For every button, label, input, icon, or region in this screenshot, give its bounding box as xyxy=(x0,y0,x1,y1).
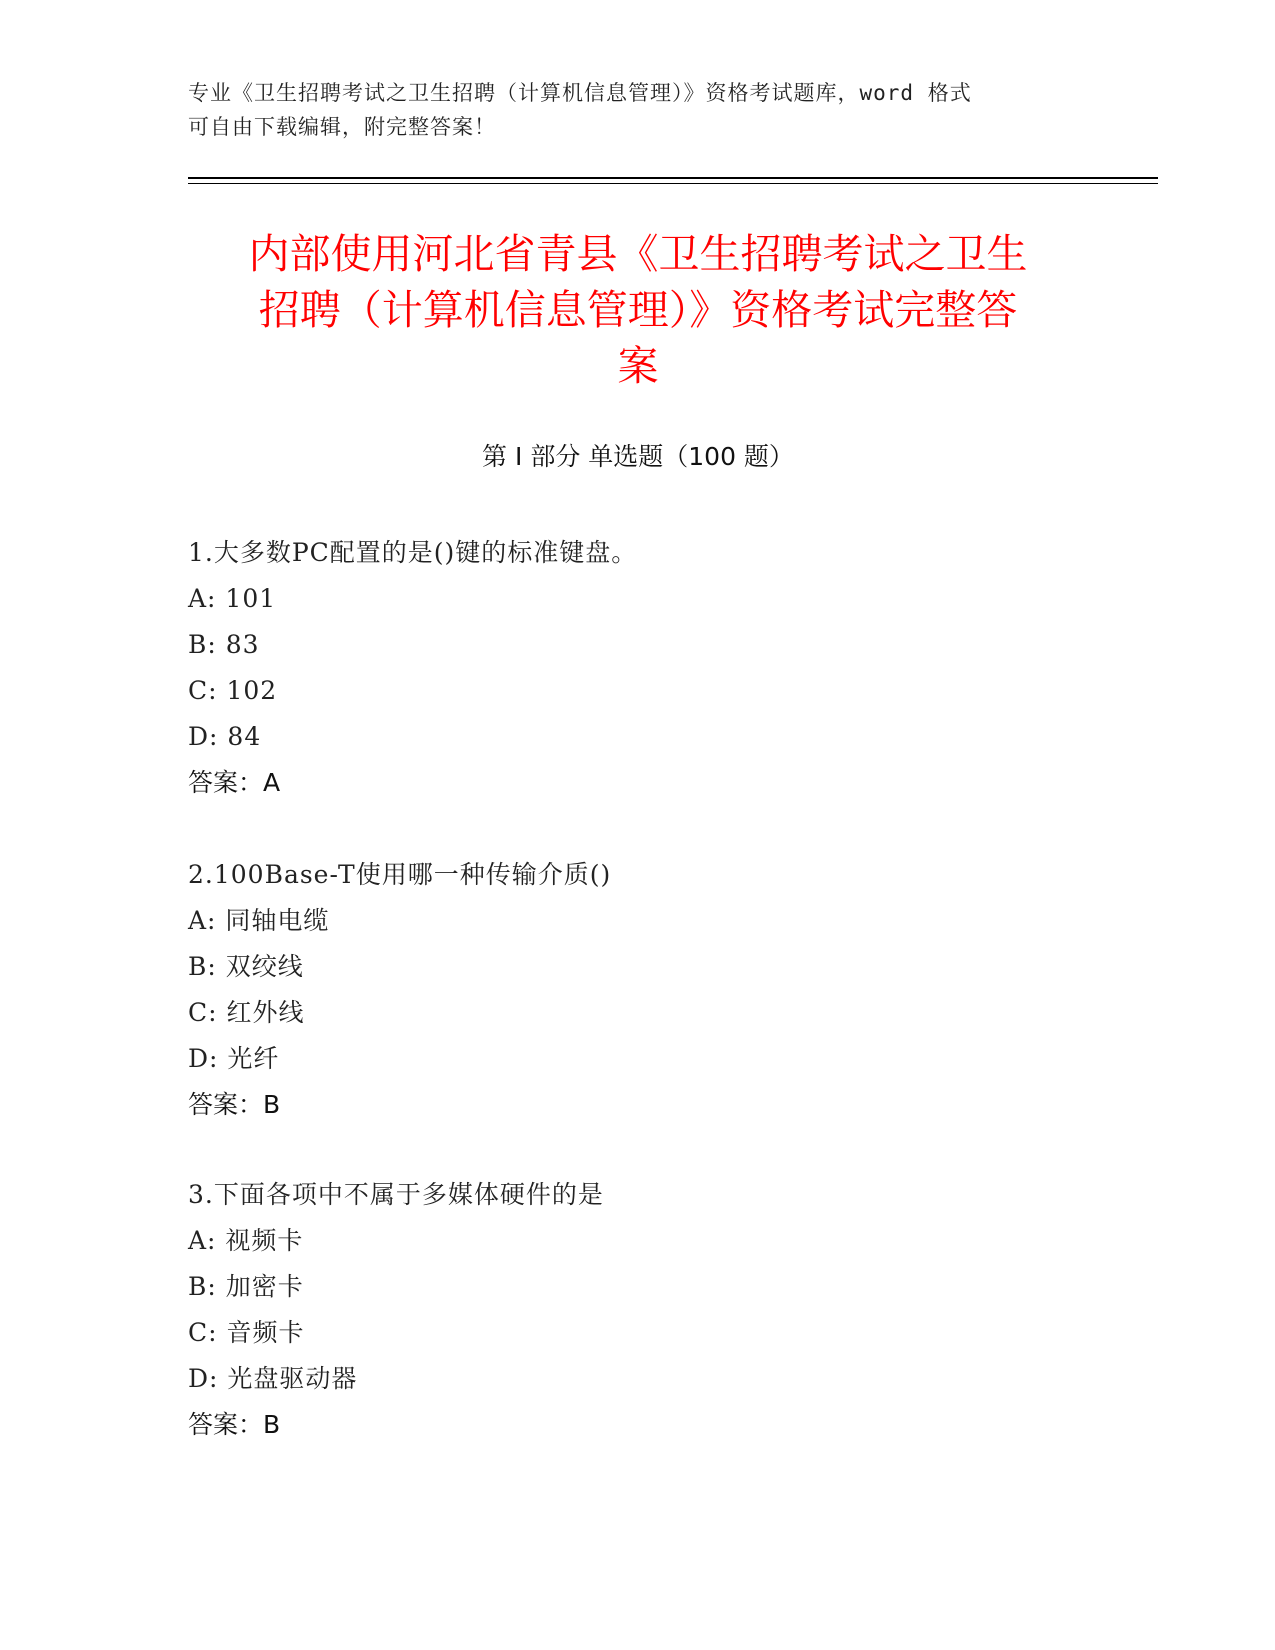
header-note xyxy=(188,76,1088,144)
option-d: D: 光盘驱动器 xyxy=(188,1364,358,1393)
answer: 答案：B xyxy=(188,1090,281,1119)
option-c: C: 红外线 xyxy=(188,998,305,1027)
question-stem: 2.100Base-T使用哪一种传输介质() xyxy=(188,860,612,889)
option-a: A: 同轴电缆 xyxy=(188,906,330,935)
header-divider-thin xyxy=(188,183,1158,184)
question-stem: 3.下面各项中不属于多媒体硬件的是 xyxy=(188,1180,604,1209)
option-b: B: 83 xyxy=(188,630,260,659)
question-1 xyxy=(188,530,1088,806)
document-title-line-3: 案 xyxy=(617,342,659,390)
question-2 xyxy=(188,852,1088,1128)
option-b: B: 加密卡 xyxy=(188,1272,304,1301)
question-stem: 1.大多数PC配置的是()键的标准键盘。 xyxy=(188,538,638,567)
question-3 xyxy=(188,1172,1088,1448)
document-title xyxy=(188,226,1088,394)
header-note-line-2: 可自由下载编辑，附完整答案！ xyxy=(188,115,496,139)
option-a: A: 视频卡 xyxy=(188,1226,304,1255)
option-a: A: 101 xyxy=(188,584,277,613)
document-title-line-2: 招聘（计算机信息管理）》资格考试完整答 xyxy=(258,286,1018,334)
header-note-line-1: 专业《卫生招聘考试之卫生招聘（计算机信息管理）》资格考试题库，word 格式 xyxy=(188,81,972,105)
option-d: D: 84 xyxy=(188,722,262,751)
answer: 答案：A xyxy=(188,768,281,797)
section-heading: 第 I 部分 单选题（100 题） xyxy=(482,442,794,471)
option-c: C: 音频卡 xyxy=(188,1318,305,1347)
option-c: C: 102 xyxy=(188,676,278,705)
option-b: B: 双绞线 xyxy=(188,952,304,981)
option-d: D: 光纤 xyxy=(188,1044,280,1073)
header-divider-thick xyxy=(188,177,1158,179)
answer: 答案：B xyxy=(188,1410,281,1439)
document-title-line-1: 内部使用河北省青县《卫生招聘考试之卫生 xyxy=(248,230,1028,278)
